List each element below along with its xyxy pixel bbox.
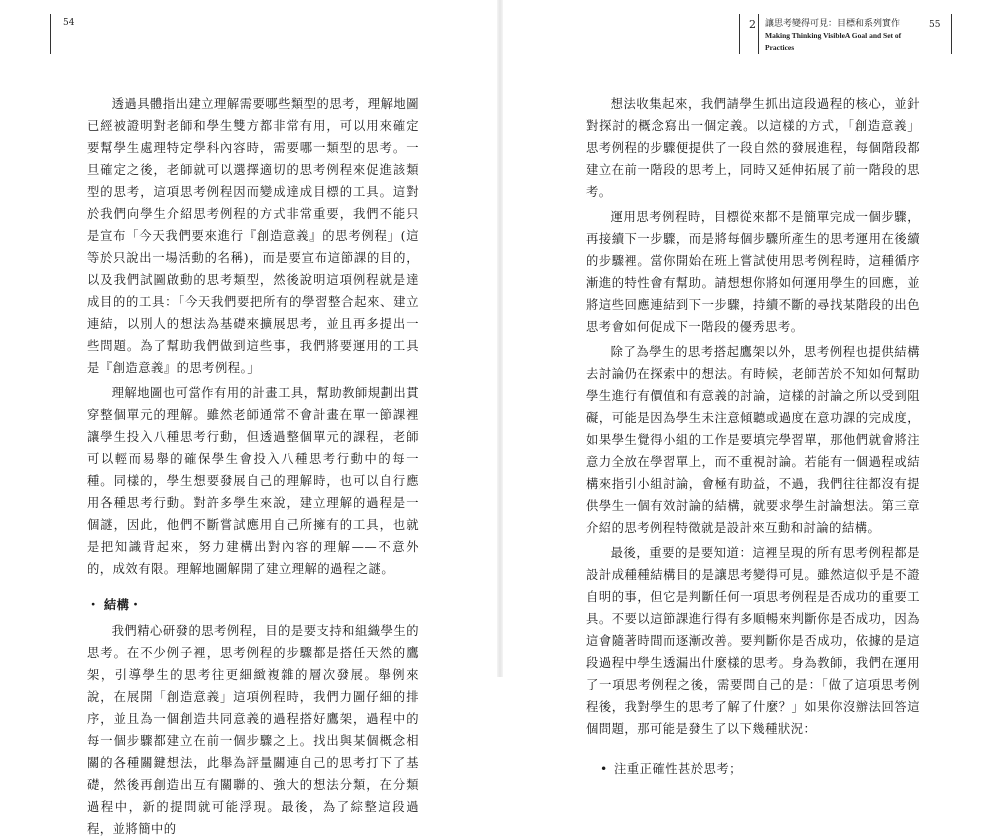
- left-page: [0, 0, 497, 836]
- running-title: [765, 18, 925, 54]
- page-number-left: 54: [63, 18, 75, 28]
- page-number-right: 55: [929, 20, 941, 30]
- list-item-text: 注重正確性甚於思考；: [614, 762, 742, 776]
- header-rule-title: [758, 14, 759, 54]
- paragraph: 除了為學生的思考搭起鷹架以外，思考例程也提供結構去討論仍在探索中的想法。有時候，老師苦於不知如何幫助學生進行有價值和有意義的討論，這樣的討論之所以受到阻礙，可能是因為學生未注意傾聽或過度在意功課的完成度，如果學生覺得小組的工作是要填完學習單，那他們就會將注意力全放在學習單上，而不重視討論。若能有一個過程或結構來指引小組討論，會極有助益，不過，我們往往都沒有提供學生一個有效討論的結構，就要求學生討論想法。第三章介紹的思考例程特徵就是設計來互動和討論的結構。: [586, 345, 920, 535]
- paragraph: 運用思考例程時，目標從來都不是簡單完成一個步驟，再接續下一步驟，而是將每個步驟所產生的思考運用在後續的步驟裡。當你開始在班上嘗試使用思考例程時，這種循序漸進的特性會有幫助。請想想你將如何運用學生的回應，並將這些回應連結到下一步驟，持續不斷的尋找某階段的出色思考會如何促成下一階段的優秀思考。: [586, 210, 920, 334]
- section-heading-text: 結構・: [103, 597, 143, 612]
- paragraph: 理解地圖也可當作有用的計畫工具，幫助教師規劃出貫穿整個單元的理解。雖然老師通常不會計畫在單一節課裡讓學生投入八種思考行動，但透過整個單元的課程，老師可以輕而易舉的確保學生會投入八種思考行動中的每一種。同樣的，學生想要發展自己的理解時，也可以自行應用各種思考行動。對許多學生來說，建立理解的過程是一個謎，因此，他們不斷嘗試應用自己所擁有的工具，也就是把知識背起來，努力建構出對內容的理解——不意外的，成效有限。理解地圖解開了建立理解的過程之謎。: [87, 386, 419, 576]
- paragraph: 透過具體指出建立理解需要哪些類型的思考，理解地圖已經被證明對老師和學生雙方都非常有用，可以用來確定要幫學生處理特定學科內容時，需要哪一類型的思考。一旦確定之後，老師就可以選擇適切的思考例程來促進該類型的思考，這項思考例程因而變成達成目標的工具。這對於我們向學生介紹思考例程的方式非常重要，我們不能只是宣布「今天我們要來進行『創造意義』的思考例程」(這等於只說出一場活動的名稱)，而是要宣布這節課的目的，以及我們試圖啟動的思考類型，然後說明這項例程就是達成目的的工具：「今天我們要把所有的學習整合起來、建立連結，以別人的想法為基礎來擴展思考，並且再多提出一些問題。為了幫助我們做到這些事，我們將要運用的工具是『創造意義』的思考例程。」: [87, 97, 419, 375]
- left-text-column: [87, 93, 419, 840]
- bullet-marker: •: [600, 762, 608, 776]
- paragraph: 我們精心研發的思考例程，目的是要支持和組織學生的思考。在不少例子裡，思考例程的步驟都是搭任天然的鷹架，引導學生的思考往更細緻複雜的層次發展。舉例來說，在展開「創造意義」這項例程時，我們力圖仔細的排序，並且為一個創造共同意義的過程搭好鷹架，過程中的每一個步驟都建立在前一個步驟之上。找出與某個概念相關的各種關鍵想法，此舉為評量關連自己的思考打下了基礎，然後再創造出互有關聯的、強大的想法分類，在分類過程中，新的提問就可能浮現。最後，為了綜整這段過程，並將簡中的: [87, 624, 419, 836]
- chapter-number: 2: [749, 18, 756, 31]
- running-title-zh: 讓思考變得可見：目標和系列實作: [765, 19, 901, 29]
- paragraph: 想法收集起來，我們請學生抓出這段過程的核心，並針對探討的概念寫出一個定義。以這樣的方式，「創造意義」思考例程的步驟便提供了一段自然的發展進程，每個階段都建立在前一階段的思考上，同時又延伸拓展了前一階段的思考。: [586, 97, 920, 199]
- running-title-en: Making Thinking VisibleA Goal and Set of Practices: [765, 31, 902, 52]
- header-rule-left: [50, 14, 51, 54]
- section-heading: [87, 594, 419, 616]
- list-item: [600, 758, 920, 780]
- paragraph: 最後，重要的是要知道：這裡呈現的所有思考例程都是設計成種種結構目的是讓思考變得可見。雖然這似乎是不證自明的事，但它是判斷任何一項思考例程是否成功的重要工具。不要以這節課進行得有多順暢來判斷你是否成功，因為這會隨著時間而逐漸改善。要判斷你是否成功，依據的是這段過程中學生透漏出什麼樣的思考。身為教師，我們在運用了一項思考例程之後，需要問自己的是：「做了這項思考例程後，我對學生的思考了解了什麼？」如果你沒辦法回答這個問題，那可能是發生了以下幾種狀況：: [586, 546, 920, 736]
- header-rule-chapter: [739, 14, 740, 54]
- bullet-list: [586, 758, 920, 780]
- right-page: [503, 0, 1000, 776]
- header-rule-right: [951, 14, 952, 54]
- section-heading-dot: ・: [87, 597, 100, 612]
